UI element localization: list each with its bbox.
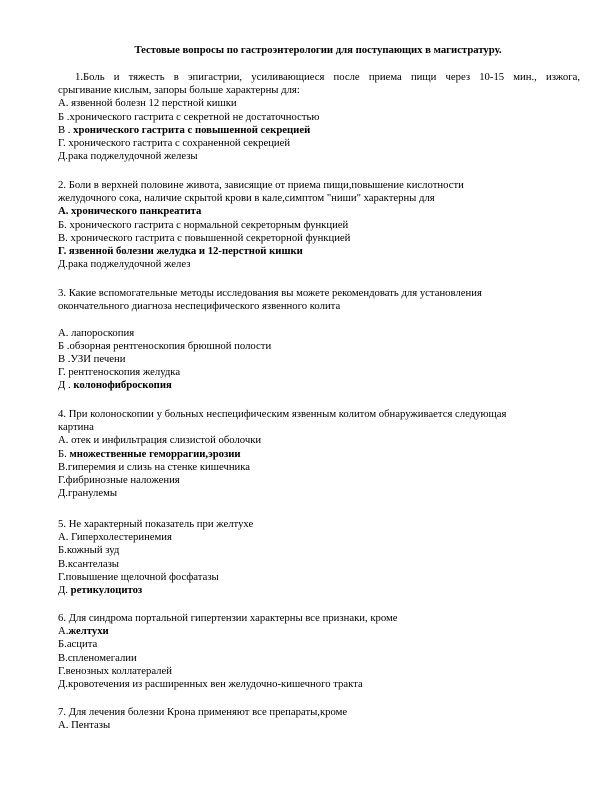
question-stem: картина xyxy=(58,421,94,434)
answer-option: Б .обзорная рентгеноскопия брюшной полости xyxy=(58,339,272,352)
question-stem: 7. Для лечения болезни Крона применяют все препараты,кроме xyxy=(58,706,348,718)
answer-option-correct: А.желтухи xyxy=(58,625,109,638)
answer-option: Б.кожный зуд xyxy=(58,544,120,557)
answer-option: А. Гиперхолестеринемия xyxy=(58,531,172,544)
answer-option-correct: Д . колонофиброскопия xyxy=(58,379,172,392)
answer-option: Б.асцита xyxy=(58,638,98,651)
answer-option-correct: Д. ретикулоцитоз xyxy=(58,584,143,597)
answer-option: Г. хронического гастрита с сохраненной секрецией xyxy=(58,137,291,150)
answer-option: Г.повышение щелочной фосфатазы xyxy=(58,570,219,583)
question-stem: 5. Не характерный показатель при желтухе xyxy=(58,518,254,530)
answer-option: Г. рентгеноскопия желудка xyxy=(58,366,181,379)
answer-option: А. язвенной болезн 12 перстной кишки xyxy=(58,97,237,110)
answer-option-correct: Г. язвенной болезни желудка и 12-перстной кишки xyxy=(58,245,303,258)
answer-option: В.ксантелазы xyxy=(58,557,119,570)
answer-option: В .УЗИ печени xyxy=(58,353,126,365)
question-3 xyxy=(58,287,580,393)
question-stem: 6. Для синдрома портальной гипертензии характерны все признаки, кроме xyxy=(58,612,398,624)
question-1 xyxy=(58,71,580,163)
answer-option: Б .хронического гастрита с секретной не достаточностью xyxy=(58,110,320,123)
answer-option-correct: В . хронического гастрита с повышенной секрецией xyxy=(58,123,311,136)
question-6 xyxy=(58,612,580,691)
answer-option: Д.рака поджелудочной железы xyxy=(58,150,198,163)
answer-option: Б. хронического гастрита с нормальной секреторным функцией xyxy=(58,218,349,231)
page-title: Тестовые вопросы по гастроэнтерологии для поступающих в магистратуру. xyxy=(134,44,502,56)
question-2 xyxy=(58,179,580,271)
answer-option: В.гиперемия и слизь на стенке кишечника xyxy=(58,460,251,473)
answer-option: Д.кровотечения из расширенных вен желудочно-кишечного тракта xyxy=(58,678,363,691)
question-stem: 1.Боль и тяжесть в эпигастрии, усиливающиеся после приема пищи через 10-15 мин., изжога, xyxy=(75,71,580,83)
answer-option: В.спленомегалии xyxy=(58,651,137,664)
question-5 xyxy=(58,518,580,597)
answer-option-correct: Б. множественные геморрагии,эрозии xyxy=(58,447,241,460)
answer-option: Д.гранулемы xyxy=(58,487,118,500)
question-7 xyxy=(58,706,580,732)
question-stem: желудочного сока, наличие скрытой крови в кале,симптом "ниши" характерны для xyxy=(58,192,435,205)
question-stem: 4. При колоноскопии у больных неспецифическим язвенным колитом обнаруживается следующая xyxy=(58,408,507,420)
answer-option: А. Пентазы xyxy=(58,719,111,732)
question-stem: срыгивание кислым, запоры больше характерны для: xyxy=(58,84,300,97)
answer-option: А. отек и инфильтрация слизистой оболочки xyxy=(58,434,262,447)
question-4 xyxy=(58,408,580,500)
answer-option: В. хронического гастрита с повышенной секреторной функцией xyxy=(58,231,351,244)
answer-option: Д.рака поджелудочной желез xyxy=(58,258,191,271)
answer-option: А. лапороскопия xyxy=(58,326,135,339)
spacer xyxy=(58,313,580,326)
answer-option: Г.фибринозные наложения xyxy=(58,474,180,487)
question-stem: 2. Боли в верхней половине живота, зависящие от приема пищи,повышение кислотности xyxy=(58,179,464,191)
answer-option: А. хронического панкреатита xyxy=(58,205,202,218)
answer-option: Г.венозных коллатералей xyxy=(58,664,172,677)
question-stem: 3. Какие вспомогательные методы исследования вы можете рекомендовать для установления xyxy=(58,287,482,299)
question-stem: окончательного диагноза неспецифического язвенного колита xyxy=(58,300,341,313)
